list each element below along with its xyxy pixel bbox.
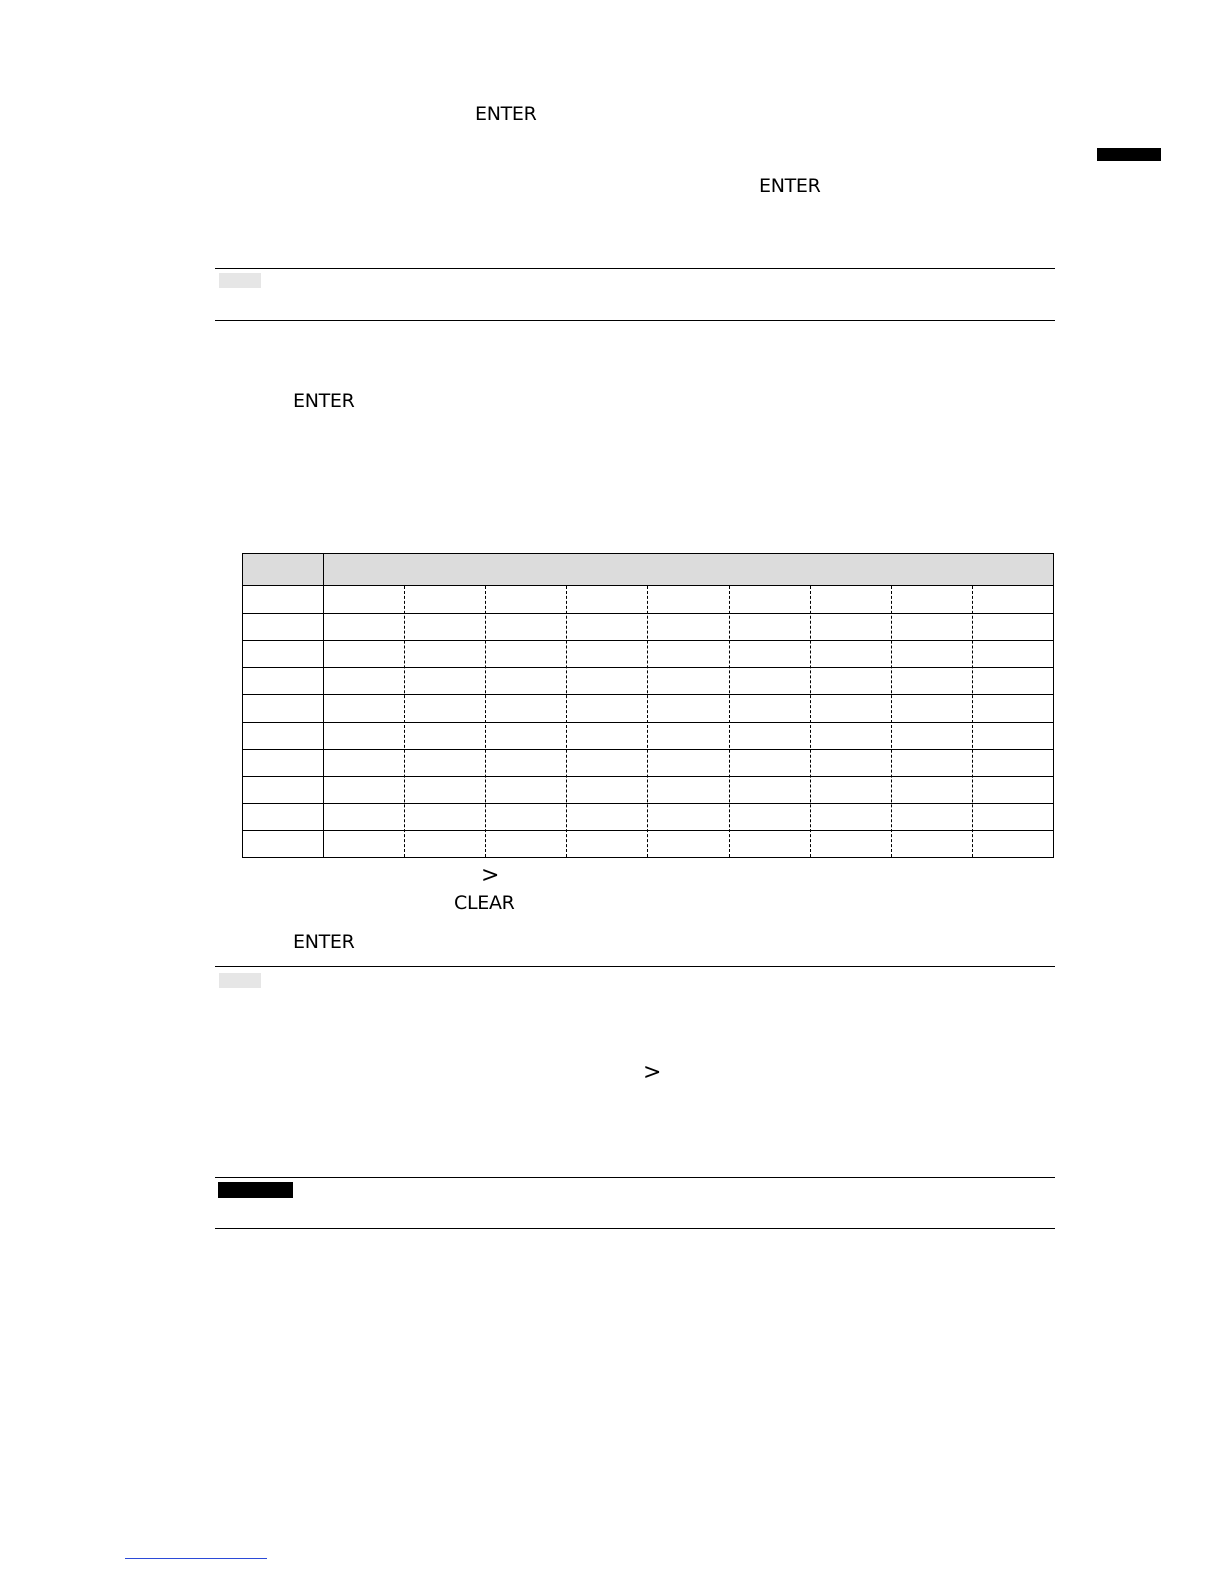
table-column-divider: [566, 586, 567, 857]
caution-label: [218, 1182, 293, 1198]
clear-key-label: CLEAR: [454, 892, 515, 914]
enter-key-label-1: ENTER: [475, 103, 537, 125]
note-label-2: [219, 973, 261, 988]
note-label-1: [219, 273, 261, 288]
caution-bottom-rule: [215, 1228, 1055, 1229]
enter-key-label-2: ENTER: [759, 175, 821, 197]
table-column-divider: [404, 586, 405, 857]
note-bottom-rule: [215, 320, 1055, 321]
table-column-divider: [810, 586, 811, 857]
chapter-tab-marker: [1097, 148, 1161, 161]
table-column-divider: [729, 586, 730, 857]
table-first-column-divider: [323, 554, 324, 857]
table-header: [243, 554, 1053, 586]
settings-table: [242, 553, 1054, 858]
enter-key-label-4: ENTER: [293, 931, 355, 953]
note-top-rule: [215, 268, 1055, 269]
footer-link-underline[interactable]: [125, 1558, 267, 1559]
table-column-divider: [647, 586, 648, 857]
table-column-divider: [891, 586, 892, 857]
table-column-divider: [485, 586, 486, 857]
table-column-divider: [972, 586, 973, 857]
note2-top-rule: [215, 966, 1055, 967]
enter-key-label-3: ENTER: [293, 390, 355, 412]
right-arrow-glyph-1: >: [481, 863, 500, 888]
caution-top-rule: [215, 1177, 1055, 1178]
right-arrow-glyph-2: >: [643, 1060, 662, 1085]
